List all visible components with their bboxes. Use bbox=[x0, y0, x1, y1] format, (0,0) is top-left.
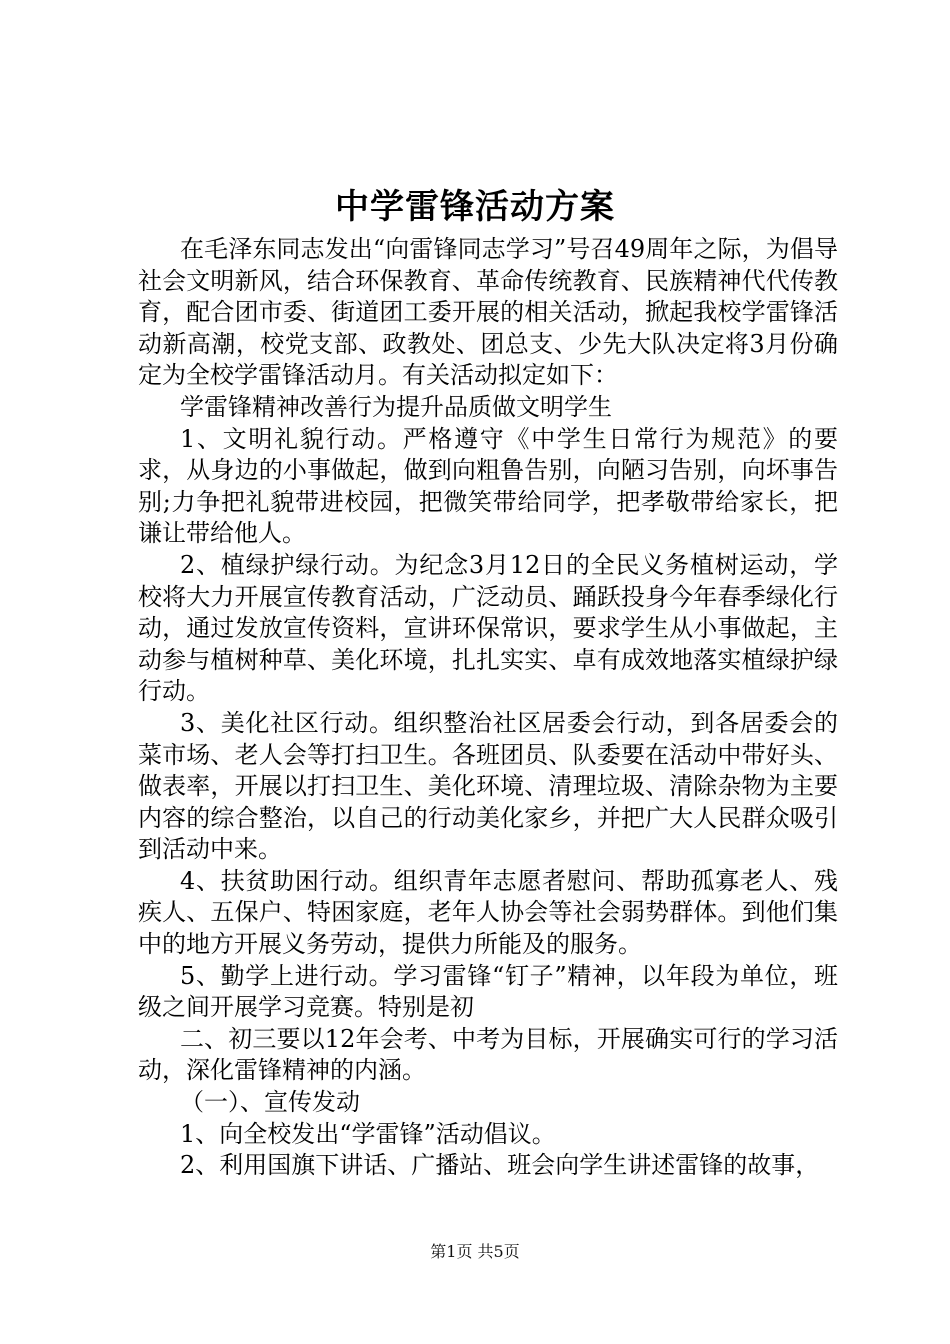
paragraph-section-heading: 学雷锋精神改善行为提升品质做文明学生 bbox=[180, 392, 612, 421]
paragraph-intro: 在毛泽东同志发出“向雷锋同志学习”号召49周年之际，为倡导社会文明新风，结合环保教育、革命传统教育、民族精神代代传教育，配合团市委、街道团工委开展的相关活动，掀起我校学雷锋活动新高潮，校党支部、政教处、团总支、少先大队决定将3月份确定为全校学雷锋活动月。有关活动拟定如下： bbox=[138, 235, 838, 390]
paragraph-item-4: 4、扶贫助困行动。组织青年志愿者慰问、帮助孤寡老人、残疾人、五保户、特困家庭，老年人协会等社会弱势群体。到他们集中的地方开展义务劳动，提供力所能及的服务。 bbox=[138, 866, 838, 959]
paragraph-item-3: 3、美化社区行动。组织整治社区居委会行动，到各居委会的菜市场、老人会等打扫卫生。各班团员、队委要在活动中带好头、做表率，开展以打扫卫生、美化环境、清理垃圾、清除杂物为主要内容的综合整治，以自己的行动美化家乡，并把广大人民群众吸引到活动中来。 bbox=[138, 708, 838, 864]
paragraph-continuation: 二、初三要以12年会考、中考为目标，开展确实可行的学习活动，深化雷锋精神的内涵。 bbox=[138, 1024, 838, 1085]
paragraph-sub-item-2: 2、利用国旗下讲话、广播站、班会向学生讲述雷锋的故事， bbox=[180, 1151, 820, 1180]
paragraph-item-5: 5、勤学上进行动。学习雷锋“钉子”精神，以年段为单位，班级之间开展学习竞赛。特别是初 bbox=[138, 961, 838, 1022]
paragraph-item-2: 2、植绿护绿行动。为纪念3月12日的全民义务植树运动，学校将大力开展宣传教育活动，广泛动员、踊跃投身今年春季绿化行动，通过发放宣传资料，宣讲环保常识，要求学生从小事做起，主动参与植树种草、美化环境，扎扎实实、卓有成效地落实植绿护绿行动。 bbox=[138, 550, 838, 706]
document-title: 中学雷锋活动方案 bbox=[335, 187, 615, 227]
paragraph-sub-item-1: 1、向全校发出“学雷锋”活动倡议。 bbox=[180, 1119, 556, 1148]
paragraph-item-1: 1、文明礼貌行动。严格遵守《中学生日常行为规范》的要求，从身边的小事做起，做到向粗鲁告别，向陋习告别，向坏事告别;力争把礼貌带进校园，把微笑带给同学，把孝敬带给家长，把谦让带给他人。 bbox=[138, 424, 838, 548]
paragraph-subheading: （一）、宣传发动 bbox=[180, 1088, 360, 1117]
document-body bbox=[138, 234, 838, 1182]
page-footer: 第1页 共5页 bbox=[430, 1242, 520, 1261]
